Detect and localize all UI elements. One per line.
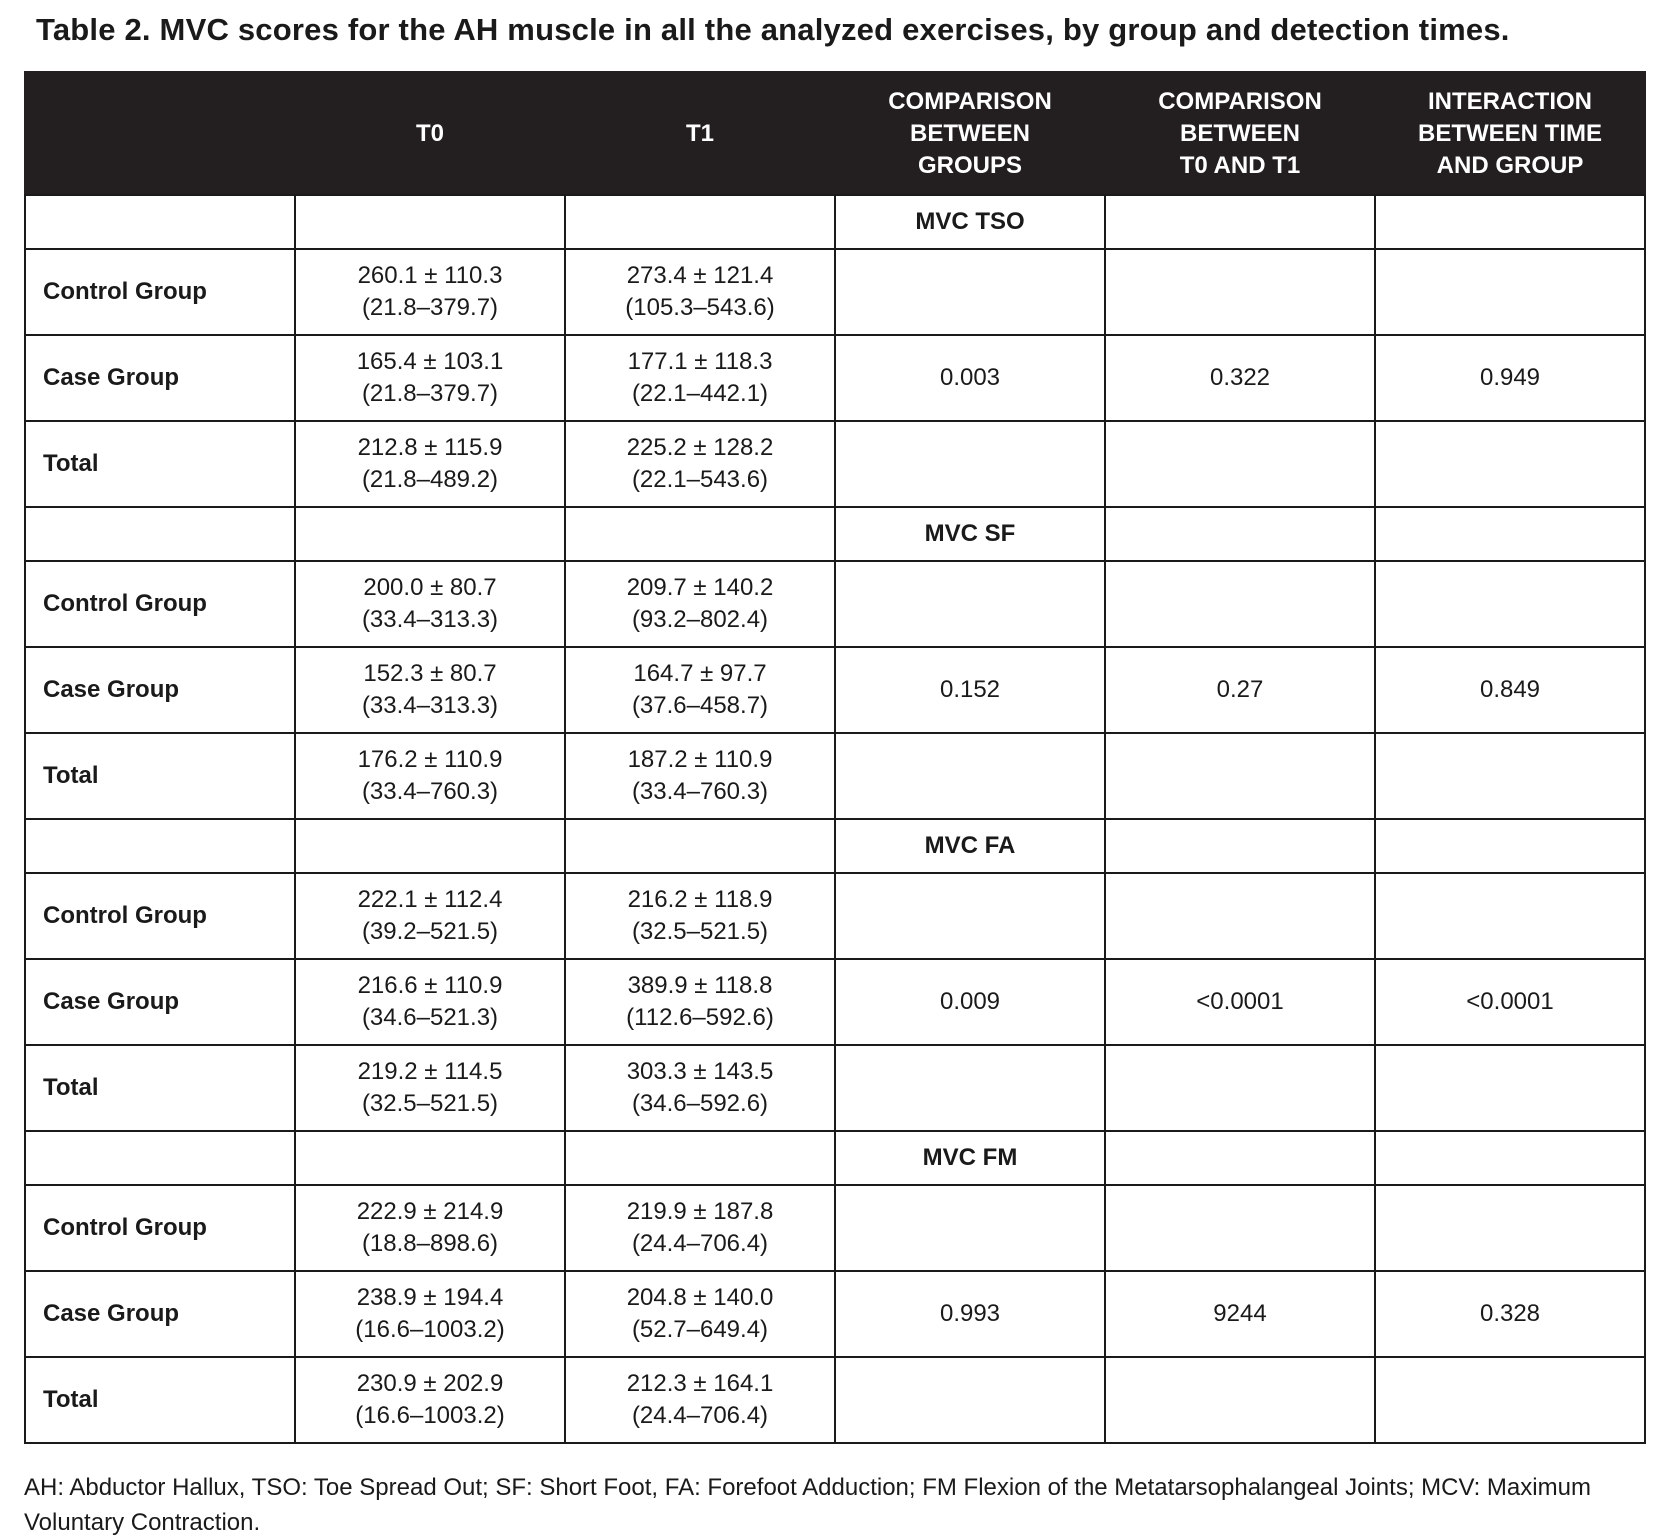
row-group-label: Control Group [25, 1185, 295, 1271]
p-between-times: 9244 [1105, 1271, 1375, 1357]
empty-cell [835, 1045, 1105, 1131]
empty-cell [1375, 421, 1645, 507]
cell-line: (33.4–313.3) [361, 606, 499, 633]
t0-value-cell [295, 421, 565, 507]
cell-line: 177.1 ± 118.3 [627, 348, 773, 375]
section-empty-cell [295, 819, 565, 873]
cell-line: (22.1–442.1) [631, 380, 769, 407]
cell-line: (32.5–521.5) [631, 918, 769, 945]
cell-line: 216.2 ± 118.9 [627, 886, 773, 913]
cell-line: (33.4–760.3) [631, 778, 769, 805]
cell-line: (16.6–1003.2) [355, 1402, 505, 1429]
table-row [25, 647, 1645, 733]
cell-line: (24.4–706.4) [631, 1230, 769, 1257]
t1-value-cell [565, 1357, 835, 1443]
header-between-groups [835, 72, 1105, 195]
empty-cell [1375, 733, 1645, 819]
section-empty-cell [1105, 1131, 1375, 1185]
header-line: AND GROUP [1436, 151, 1584, 179]
header-line: COMPARISON [888, 87, 1052, 115]
row-group-label: Case Group [25, 335, 295, 421]
t1-value-cell [565, 873, 835, 959]
cell-line: (24.4–706.4) [631, 1402, 769, 1429]
table-row [25, 561, 1645, 647]
cell-line: 219.2 ± 114.5 [357, 1058, 503, 1085]
empty-cell [1375, 873, 1645, 959]
t1-value-cell [565, 561, 835, 647]
cell-line: 219.9 ± 187.8 [626, 1198, 774, 1225]
cell-line: 152.3 ± 80.7 [363, 660, 497, 687]
cell-line: (33.4–760.3) [361, 778, 499, 805]
p-between-groups: 0.003 [835, 335, 1105, 421]
header-between-times [1105, 72, 1375, 195]
cell-line: (93.2–802.4) [631, 606, 769, 633]
table-row [25, 873, 1645, 959]
p-between-groups: 0.009 [835, 959, 1105, 1045]
section-empty-cell [1375, 1131, 1645, 1185]
section-empty-cell [25, 507, 295, 561]
row-group-label: Case Group [25, 647, 295, 733]
cell-line: 204.8 ± 140.0 [626, 1284, 774, 1311]
section-empty-cell [1105, 507, 1375, 561]
table-row [25, 1185, 1645, 1271]
section-empty-cell [295, 195, 565, 249]
empty-cell [1375, 1357, 1645, 1443]
section-empty-cell [25, 195, 295, 249]
empty-cell [1375, 249, 1645, 335]
section-empty-cell [565, 819, 835, 873]
cell-line: 200.0 ± 80.7 [363, 574, 497, 601]
empty-cell [1105, 1045, 1375, 1131]
cell-line: 212.3 ± 164.1 [626, 1370, 774, 1397]
cell-line: (112.6–592.6) [626, 1004, 774, 1031]
section-header-row [25, 1131, 1645, 1185]
section-empty-cell [1375, 507, 1645, 561]
t1-value-cell [565, 421, 835, 507]
empty-cell [1375, 1185, 1645, 1271]
cell-line: (52.7–649.4) [631, 1316, 769, 1343]
empty-cell [835, 1357, 1105, 1443]
cell-line: (33.4–313.3) [361, 692, 499, 719]
cell-line: 165.4 ± 103.1 [356, 348, 504, 375]
cell-line: 222.1 ± 112.4 [357, 886, 503, 913]
p-between-groups: 0.152 [835, 647, 1105, 733]
section-empty-cell [565, 1131, 835, 1185]
cell-line: (21.8–379.7) [361, 294, 499, 321]
cell-line: (21.8–379.7) [361, 380, 499, 407]
table-row [25, 421, 1645, 507]
empty-cell [1375, 1045, 1645, 1131]
t1-value-cell [565, 959, 835, 1045]
empty-cell [1105, 873, 1375, 959]
empty-cell [835, 561, 1105, 647]
header-t1: T1 [565, 72, 835, 195]
t1-value-cell [565, 335, 835, 421]
section-header-row [25, 195, 1645, 249]
t1-value-cell [565, 647, 835, 733]
p-interaction: 0.949 [1375, 335, 1645, 421]
cell-line: (18.8–898.6) [361, 1230, 499, 1257]
row-group-label: Control Group [25, 561, 295, 647]
section-label: MVC SF [835, 507, 1105, 561]
table-row [25, 1045, 1645, 1131]
header-interaction [1375, 72, 1645, 195]
t1-value-cell [565, 1271, 835, 1357]
empty-cell [835, 1185, 1105, 1271]
table-body [25, 195, 1645, 1443]
t1-value-cell [565, 249, 835, 335]
cell-line: 187.2 ± 110.9 [627, 746, 773, 773]
t0-value-cell [295, 959, 565, 1045]
header-line: T0 AND T1 [1179, 151, 1301, 179]
row-group-label: Total [25, 733, 295, 819]
t1-value-cell [565, 1045, 835, 1131]
table-row [25, 959, 1645, 1045]
row-group-label: Case Group [25, 959, 295, 1045]
section-empty-cell [1375, 195, 1645, 249]
p-between-times: <0.0001 [1105, 959, 1375, 1045]
cell-line: (16.6–1003.2) [355, 1316, 505, 1343]
row-group-label: Total [25, 1045, 295, 1131]
t0-value-cell [295, 1185, 565, 1271]
cell-line: 238.9 ± 194.4 [356, 1284, 504, 1311]
mvc-table [24, 71, 1646, 1444]
p-interaction: <0.0001 [1375, 959, 1645, 1045]
cell-line: 209.7 ± 140.2 [626, 574, 774, 601]
cell-line: (39.2–521.5) [361, 918, 499, 945]
header-t0: T0 [295, 72, 565, 195]
section-empty-cell [295, 507, 565, 561]
cell-line: 230.9 ± 202.9 [356, 1370, 504, 1397]
cell-line: 225.2 ± 128.2 [626, 434, 774, 461]
cell-line: (32.5–521.5) [361, 1090, 499, 1117]
section-header-row [25, 507, 1645, 561]
t0-value-cell [295, 1357, 565, 1443]
section-empty-cell [295, 1131, 565, 1185]
t0-value-cell [295, 249, 565, 335]
table-caption: Table 2. MVC scores for the AH muscle in all the analyzed exercises, by group and detection times. [36, 12, 1510, 47]
cell-line: 216.6 ± 110.9 [357, 972, 503, 999]
t0-value-cell [295, 561, 565, 647]
p-interaction: 0.328 [1375, 1271, 1645, 1357]
empty-cell [1105, 561, 1375, 647]
table-footnote: AH: Abductor Hallux, TSO: Toe Spread Out; SF: Short Foot, FA: Forefoot Adduction; FM Flexion of the Metatarsophalangeal Joints; MCV: Maximum Voluntary Contraction. [24, 1474, 1591, 1536]
cell-line: (105.3–543.6) [625, 294, 775, 321]
section-empty-cell [25, 819, 295, 873]
table-header-row [25, 72, 1645, 195]
empty-cell [835, 733, 1105, 819]
header-line: BETWEEN [1180, 119, 1300, 147]
section-label: MVC FM [835, 1131, 1105, 1185]
cell-line: 260.1 ± 110.3 [357, 262, 503, 289]
section-empty-cell [25, 1131, 295, 1185]
section-label: MVC FA [835, 819, 1105, 873]
t1-value-cell [565, 733, 835, 819]
table-row [25, 335, 1645, 421]
p-interaction: 0.849 [1375, 647, 1645, 733]
header-line: INTERACTION [1428, 87, 1592, 115]
row-group-label: Total [25, 421, 295, 507]
header-line: COMPARISON [1158, 87, 1322, 115]
cell-line: 212.8 ± 115.9 [357, 434, 503, 461]
section-empty-cell [1105, 819, 1375, 873]
cell-line: (22.1–543.6) [631, 466, 769, 493]
empty-cell [1105, 249, 1375, 335]
cell-line: 389.9 ± 118.8 [627, 972, 773, 999]
p-between-times: 0.322 [1105, 335, 1375, 421]
section-label: MVC TSO [835, 195, 1105, 249]
section-empty-cell [1105, 195, 1375, 249]
table-row [25, 249, 1645, 335]
cell-line: 164.7 ± 97.7 [633, 660, 767, 687]
t0-value-cell [295, 873, 565, 959]
section-empty-cell [1375, 819, 1645, 873]
p-between-times: 0.27 [1105, 647, 1375, 733]
t0-value-cell [295, 647, 565, 733]
empty-cell [1105, 1357, 1375, 1443]
cell-line: 222.9 ± 214.9 [356, 1198, 504, 1225]
cell-line: 176.2 ± 110.9 [357, 746, 503, 773]
row-group-label: Control Group [25, 873, 295, 959]
cell-line: (37.6–458.7) [631, 692, 769, 719]
section-empty-cell [565, 507, 835, 561]
empty-cell [835, 421, 1105, 507]
empty-cell [1105, 733, 1375, 819]
section-empty-cell [565, 195, 835, 249]
header-line: BETWEEN [910, 119, 1030, 147]
cell-line: (21.8–489.2) [361, 466, 499, 493]
table-row [25, 733, 1645, 819]
t0-value-cell [295, 1045, 565, 1131]
row-group-label: Control Group [25, 249, 295, 335]
section-header-row [25, 819, 1645, 873]
p-between-groups: 0.993 [835, 1271, 1105, 1357]
empty-cell [1105, 1185, 1375, 1271]
cell-line: 273.4 ± 121.4 [626, 262, 774, 289]
empty-cell [835, 873, 1105, 959]
table-row [25, 1271, 1645, 1357]
empty-cell [1375, 561, 1645, 647]
t1-value-cell [565, 1185, 835, 1271]
cell-line: (34.6–521.3) [361, 1004, 499, 1031]
row-group-label: Total [25, 1357, 295, 1443]
row-group-label: Case Group [25, 1271, 295, 1357]
header-line: BETWEEN TIME [1418, 119, 1602, 147]
table-row [25, 1357, 1645, 1443]
header-line: GROUPS [917, 151, 1022, 179]
t0-value-cell [295, 335, 565, 421]
cell-line: 303.3 ± 143.5 [626, 1058, 774, 1085]
empty-cell [1105, 421, 1375, 507]
header-empty [25, 72, 295, 195]
t0-value-cell [295, 1271, 565, 1357]
t0-value-cell [295, 733, 565, 819]
cell-line: (34.6–592.6) [631, 1090, 769, 1117]
empty-cell [835, 249, 1105, 335]
